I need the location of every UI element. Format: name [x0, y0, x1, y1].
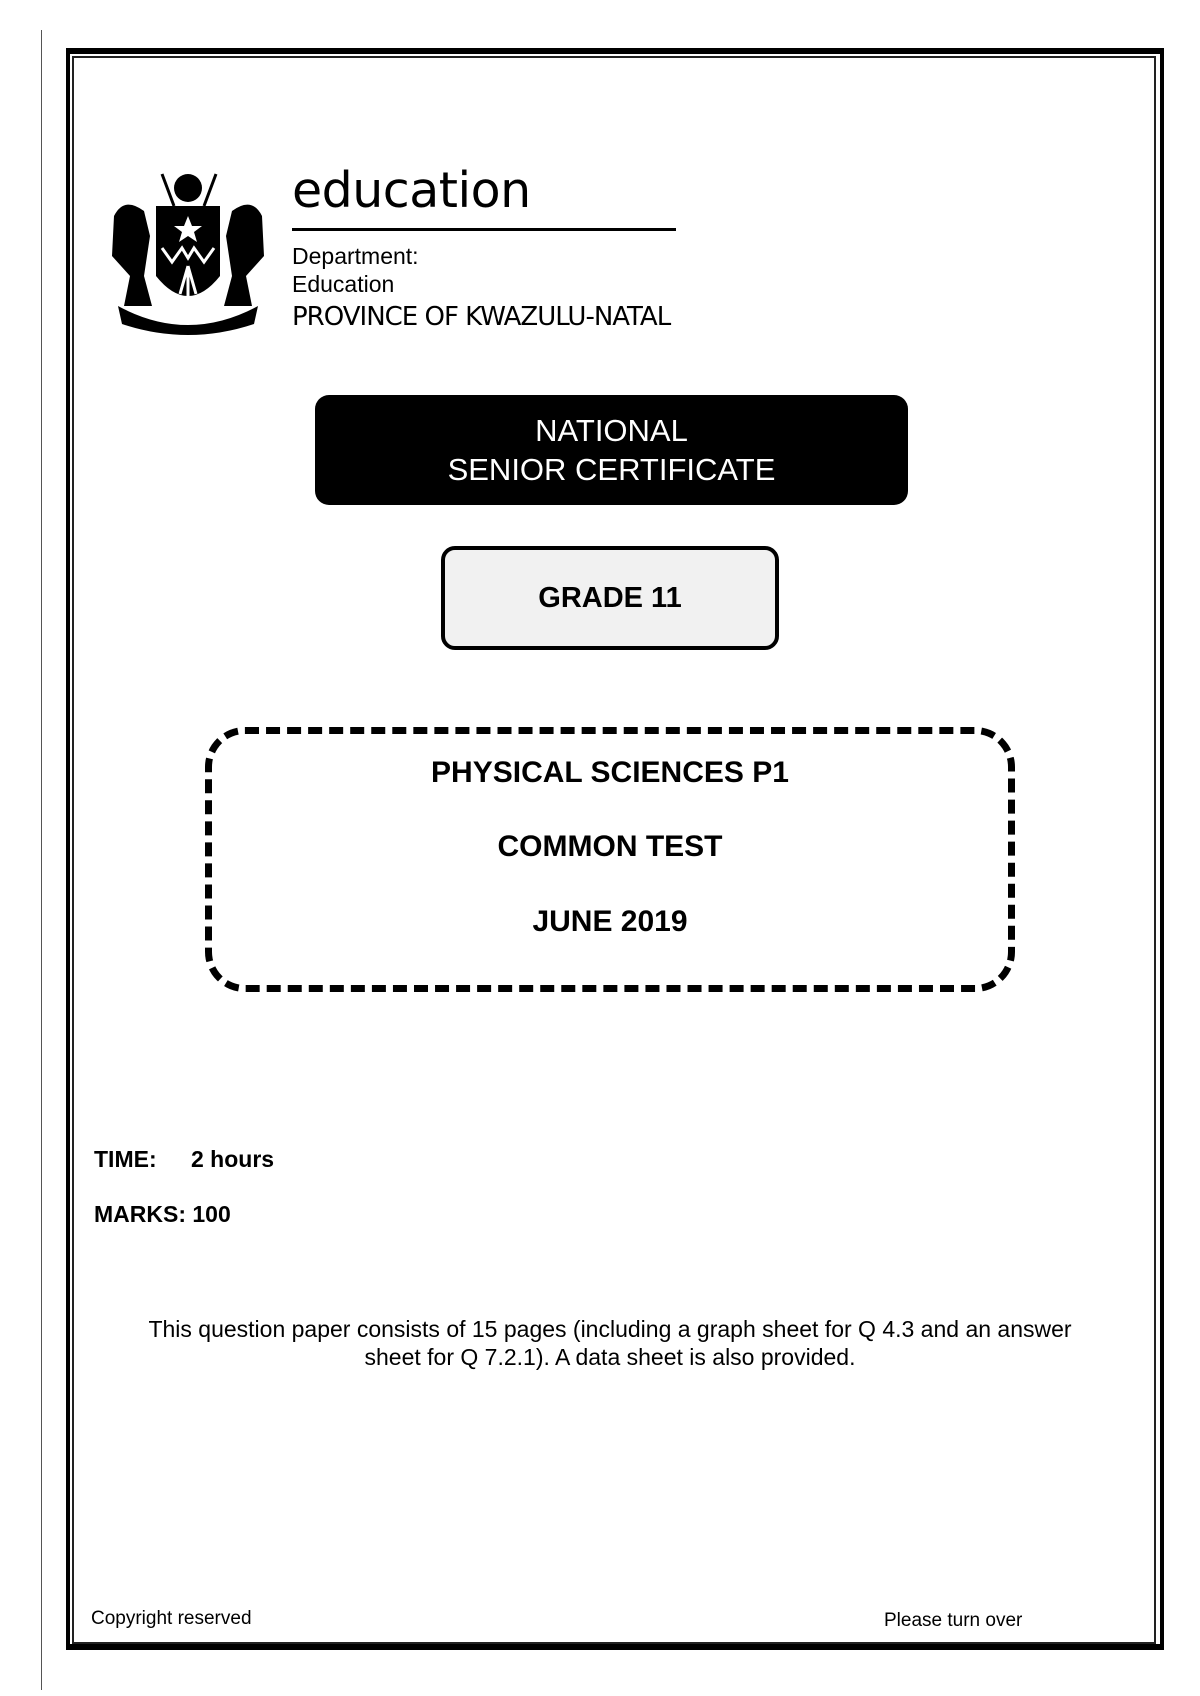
time-row — [94, 1146, 274, 1173]
turn-over-footer: Please turn over — [884, 1610, 1023, 1631]
marks-row — [94, 1201, 231, 1228]
banner-line-2: SENIOR CERTIFICATE — [447, 452, 776, 487]
marks-label: MARKS: — [94, 1201, 186, 1227]
subject-title: PHYSICAL SCIENCES P1 — [431, 756, 789, 789]
wordmark-rule — [292, 228, 676, 231]
copyright-footer: Copyright reserved — [91, 1608, 252, 1629]
test-date: JUNE 2019 — [532, 905, 688, 938]
note-line-2: sheet for Q 7.2.1). A data sheet is also provided. — [364, 1344, 856, 1370]
department-label: Department: — [292, 243, 419, 269]
department-block — [292, 242, 419, 298]
time-value: 2 hours — [191, 1146, 275, 1172]
education-wordmark: education — [292, 162, 531, 219]
test-name: COMMON TEST — [497, 830, 723, 863]
paper-note — [110, 1315, 1110, 1371]
time-label: TIME: — [94, 1146, 157, 1172]
note-line-1: This question paper consists of 15 pages (including a graph sheet for Q 4.3 and an answer — [148, 1316, 1072, 1342]
nsc-banner — [315, 395, 908, 505]
grade-badge: GRADE 11 — [441, 546, 779, 650]
banner-line-1: NATIONAL — [535, 413, 688, 448]
department-name: Education — [292, 271, 395, 297]
marks-value: 100 — [192, 1201, 231, 1227]
coat-of-arms-icon — [104, 166, 272, 336]
scan-edge-line — [41, 30, 42, 1690]
province-name: PROVINCE OF KWAZULU-NATAL — [292, 302, 671, 332]
